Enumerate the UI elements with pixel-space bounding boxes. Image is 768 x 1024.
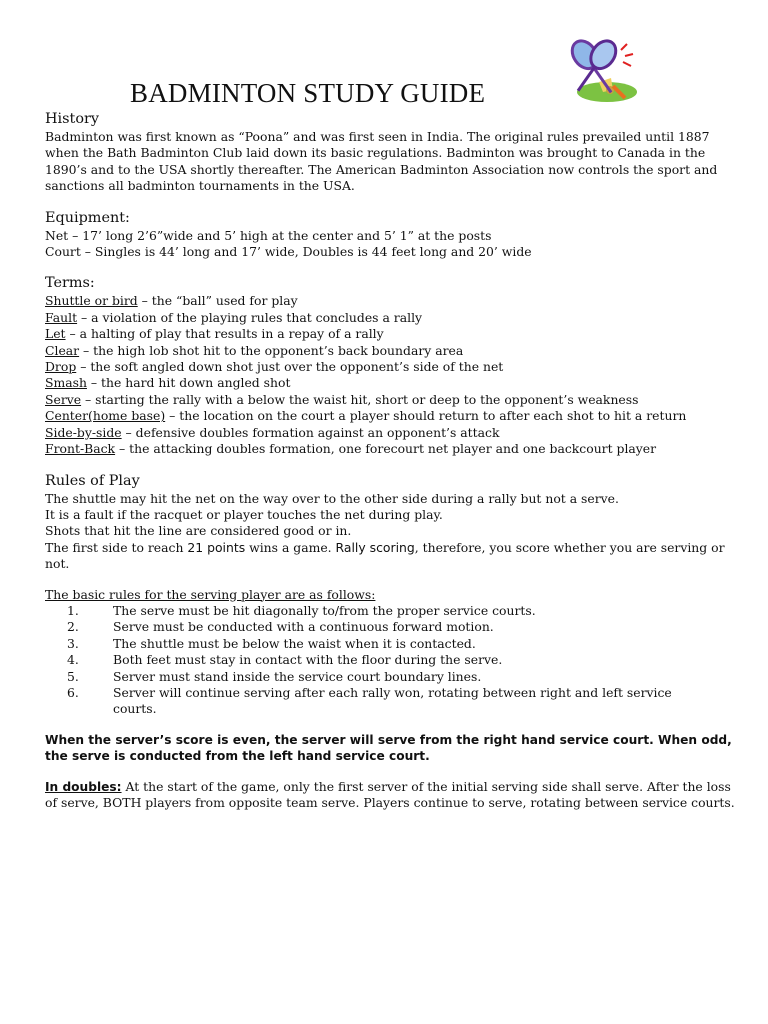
term-definition: – the location on the court a player should return to after each shot to hit a return xyxy=(165,408,687,424)
terms-list xyxy=(45,293,735,457)
term-name: Front-Back xyxy=(45,441,116,457)
term-item xyxy=(45,441,735,457)
serving-rule: 6. Server will continue serving after each rally won, rotating between right and left service courts. xyxy=(67,684,672,717)
term-definition: – the attacking doubles formation, one forecourt net player and one backcourt player xyxy=(115,441,657,457)
term-definition: – a violation of the playing rules that concludes a rally xyxy=(77,309,423,325)
term-definition: – starting the rally with a below the waist hit, short or deep to the opponent’s weakness xyxy=(81,391,639,407)
terms-heading: Terms: xyxy=(45,275,95,292)
term-item xyxy=(45,375,735,391)
rule-line: The shuttle may hit the net on the way over to the other side during a rally but not a serve. xyxy=(45,490,619,506)
serving-rule: 3. The shuttle must be below the waist when it is contacted. xyxy=(67,635,476,651)
rally-scoring: Rally scoring xyxy=(335,539,415,555)
term-name: Shuttle or bird xyxy=(45,293,138,309)
term-name: Fault xyxy=(45,309,78,325)
even-odd-note: When the server’s score is even, the server will serve from the right hand service court. When odd, the serve is conducted from the left hand service court. xyxy=(45,732,732,764)
term-item xyxy=(45,326,735,342)
term-definition: – defensive doubles formation against an opponent’s attack xyxy=(121,424,500,440)
history-heading: History xyxy=(45,111,99,127)
serving-rule: 5. Server must stand inside the service court boundary lines. xyxy=(67,668,482,684)
serving-rule: 1. The serve must be hit diagonally to/from the proper service courts. xyxy=(67,602,536,618)
term-item xyxy=(45,310,735,326)
term-definition: – the “ball” used for play xyxy=(137,293,298,309)
term-name: Smash xyxy=(45,375,87,391)
equipment-court: Court – Singles is 44’ long and 17’ wide, Doubles is 44 feet long and 20’ wide xyxy=(45,244,532,260)
term-item xyxy=(45,425,735,441)
page-title: BADMINTON STUDY GUIDE xyxy=(130,78,486,108)
rules-heading: Rules of Play xyxy=(45,472,140,489)
equipment-net: Net – 17’ long 2’6”wide and 5’ high at the center and 5’ 1” at the posts xyxy=(45,227,492,243)
term-name: Serve xyxy=(45,391,82,407)
term-name: Side-by-side xyxy=(45,424,122,440)
rule-line: Shots that hit the line are considered good or in. xyxy=(45,523,352,539)
equipment-heading: Equipment: xyxy=(45,209,130,226)
term-item xyxy=(45,343,735,359)
serving-rule: 2. Serve must be conducted with a continuous forward motion. xyxy=(67,619,494,635)
serving-rules-intro: The basic rules for the serving player are as follows: xyxy=(45,586,376,602)
term-name: Drop xyxy=(45,359,77,375)
term-name: Let xyxy=(45,326,66,342)
term-item xyxy=(45,359,735,375)
points-sentence: The first side to reach 21 points wins a game. Rally scoring, therefore, you score whether you are serving or not. xyxy=(45,539,725,572)
guide-content xyxy=(45,110,735,811)
points-value: 21 points xyxy=(187,539,246,555)
term-definition: – the soft angled down shot just over the opponent’s side of the net xyxy=(76,359,504,375)
term-item xyxy=(45,392,735,408)
rule-line: It is a fault if the racquet or player touches the net during play. xyxy=(45,506,443,522)
term-name: Center(home base) xyxy=(45,408,166,424)
term-name: Clear xyxy=(45,342,80,358)
term-item xyxy=(45,408,735,424)
term-item xyxy=(45,293,735,309)
term-definition: – the hard hit down angled shot xyxy=(86,375,291,391)
history-text: Badminton was first known as “Poona” and was first seen in India. The original rules prevailed until 1887 when the Bath Badminton Club laid down its basic regulations. Badminton was brought to Canada in the 1890’s and to the USA shortly thereafter. The American Badminton Association now controls the sport and sanctions all badminton tournaments in the USA. xyxy=(45,129,718,194)
serving-rules-list xyxy=(45,603,735,718)
doubles-text: At the start of the game, only the first server of the initial serving side shall serve. After the loss of serve, BOTH players from opposite team serve. Players continue to serve, rotating between service courts. xyxy=(45,778,735,810)
term-definition: – a halting of play that results in a repay of a rally xyxy=(65,326,384,342)
doubles-label: In doubles: xyxy=(45,779,122,794)
serving-rule: 4. Both feet must stay in contact with the floor during the serve. xyxy=(67,652,503,668)
badminton-rackets-shuttlecock-icon xyxy=(563,34,643,106)
term-definition: – the high lob shot hit to the opponent’s back boundary area xyxy=(79,342,464,358)
doubles-paragraph xyxy=(45,779,735,812)
